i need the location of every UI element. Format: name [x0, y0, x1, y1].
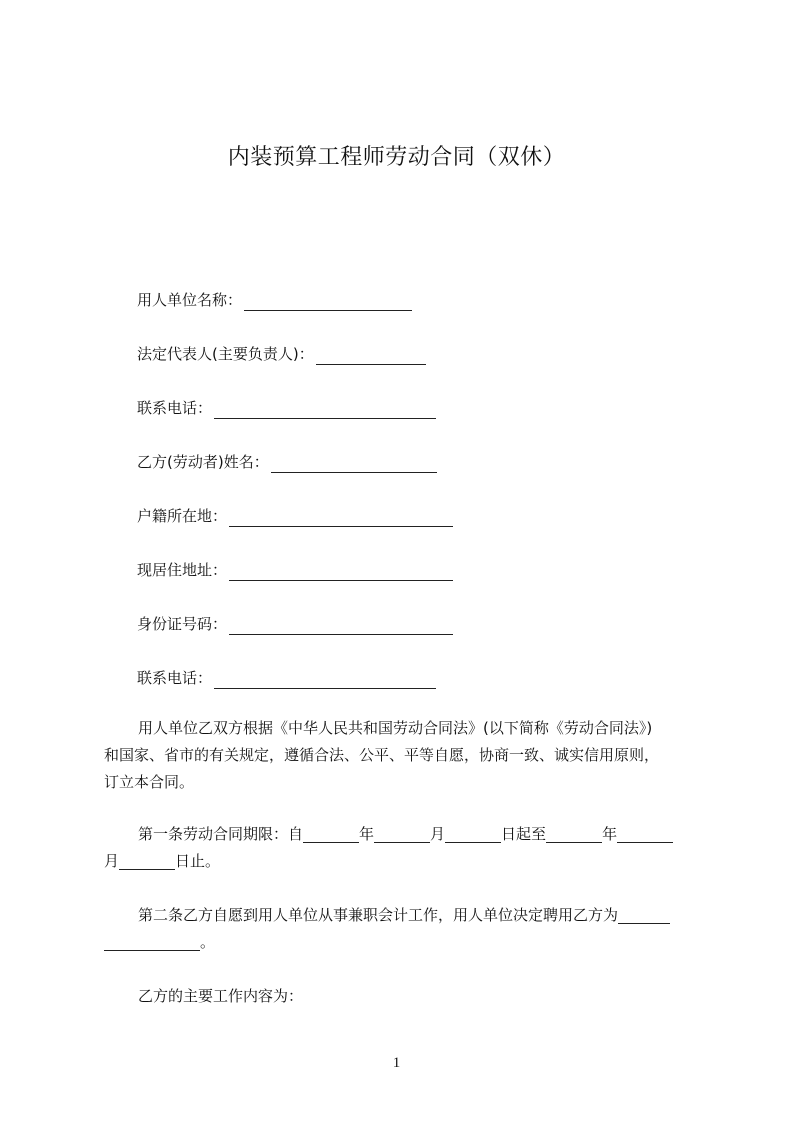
end-year-blank[interactable]: [546, 824, 602, 843]
article-2-paragraph: [104, 902, 704, 956]
article-2-text: 第二条乙方自愿到用人单位从事兼职会计工作，用人单位决定聘用乙方为: [138, 906, 619, 924]
field-label: 身份证号码：: [137, 615, 228, 633]
id-number-field: [137, 613, 453, 635]
current-address-field: [137, 559, 453, 581]
position-blank-continued[interactable]: [104, 932, 200, 951]
article-1-text: 第一条劳动合同期限：自: [138, 825, 304, 843]
intro-line: 用人单位乙双方根据《中华人民共和国劳动合同法》(以下简称《劳动合同法》): [138, 719, 653, 737]
employer-name-field: [137, 289, 412, 311]
current-address-blank[interactable]: [229, 562, 453, 581]
field-label: 乙方(劳动者)姓名：: [137, 453, 269, 471]
household-registration-blank[interactable]: [229, 508, 453, 527]
field-label: 用人单位名称：: [137, 291, 243, 309]
intro-line: 订立本合同。: [104, 773, 195, 791]
intro-paragraph: [104, 715, 704, 796]
position-blank[interactable]: [618, 905, 670, 924]
page-number: 1: [392, 1055, 401, 1071]
end-day-blank[interactable]: [119, 851, 175, 870]
end-month-blank[interactable]: [617, 824, 673, 843]
field-label: 法定代表人(主要负责人)：: [137, 345, 314, 363]
id-number-blank[interactable]: [229, 616, 453, 635]
year-label: 年: [359, 825, 375, 843]
document-title: 内装预算工程师劳动合同（双休）: [227, 145, 566, 170]
start-year-blank[interactable]: [303, 824, 359, 843]
month-label: 月: [104, 852, 120, 870]
month-label: 月: [430, 825, 446, 843]
article-2-line: [104, 902, 704, 929]
article-2-line: [104, 929, 704, 956]
day-to-label: 日止。: [175, 852, 221, 870]
field-label: 联系电话：: [137, 669, 213, 687]
article-1-line: [104, 821, 704, 848]
article-1-line: [104, 848, 704, 875]
duties-line: 乙方的主要工作内容为：: [138, 987, 304, 1005]
employer-phone-field: [137, 397, 436, 419]
employer-name-blank[interactable]: [244, 292, 412, 311]
article-2-end: 。: [200, 933, 216, 951]
intro-line: 和国家、省市的有关规定，遵循合法、公平、平等自愿，协商一致、诚实信用原则，: [104, 746, 660, 764]
duties-paragraph: [104, 983, 704, 1010]
employee-name-field: [137, 451, 437, 473]
field-label: 现居住地址：: [137, 561, 228, 579]
household-registration-field: [137, 505, 453, 527]
field-label: 户籍所在地：: [137, 507, 228, 525]
article-1-paragraph: [104, 821, 704, 875]
day-from-label: 日起至: [501, 825, 547, 843]
employee-phone-field: [137, 667, 436, 689]
employee-name-blank[interactable]: [271, 454, 437, 473]
employer-phone-blank[interactable]: [214, 400, 436, 419]
legal-representative-blank[interactable]: [316, 346, 426, 365]
start-month-blank[interactable]: [374, 824, 430, 843]
year-label: 年: [602, 825, 618, 843]
legal-representative-field: [137, 343, 426, 365]
employee-phone-blank[interactable]: [214, 670, 436, 689]
field-label: 联系电话：: [137, 399, 213, 417]
start-day-blank[interactable]: [445, 824, 501, 843]
